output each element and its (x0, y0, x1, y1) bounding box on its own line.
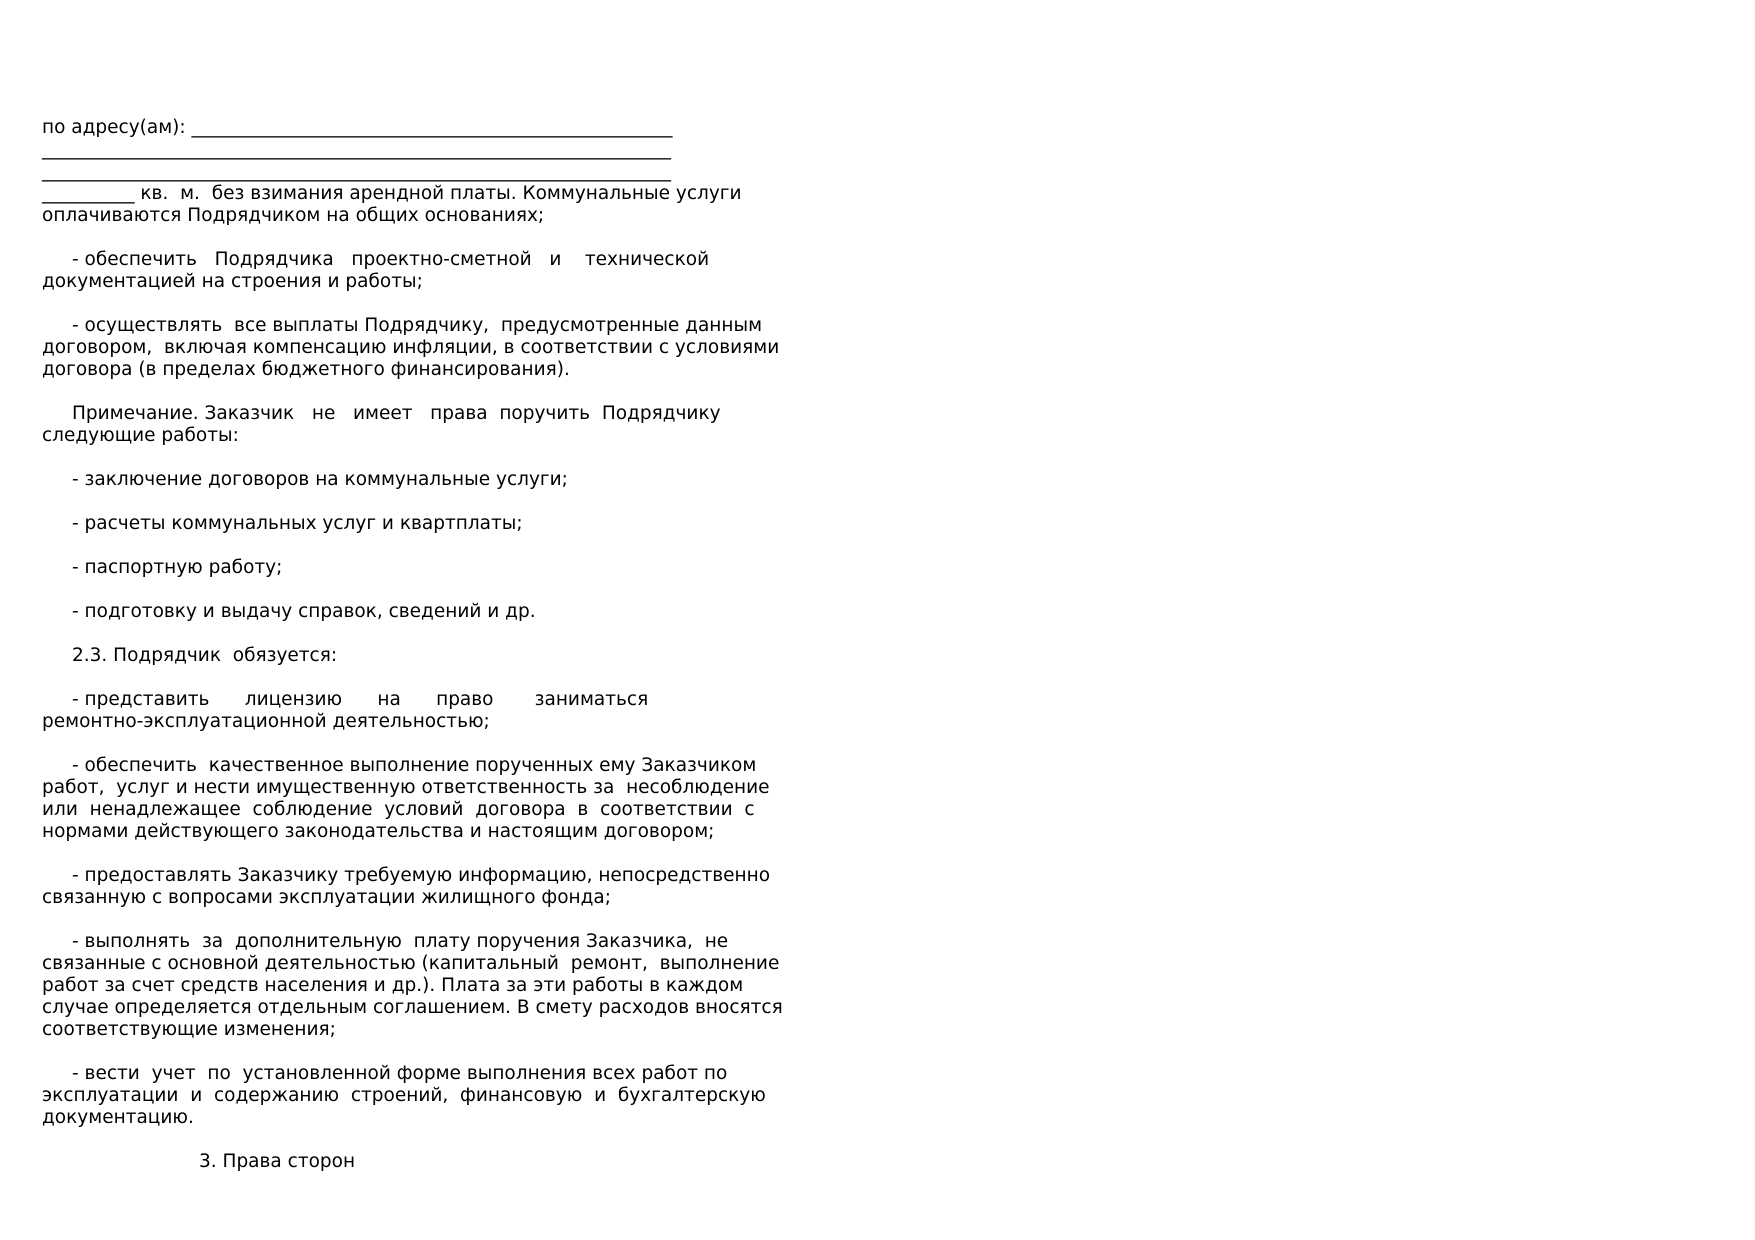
text-line: связанные с основной деятельностью (капитальный ремонт, выполнение (42, 953, 780, 974)
text-line: документацию. (42, 1107, 194, 1128)
section-heading: 3. Права сторон (199, 1151, 356, 1172)
blank-line (42, 1129, 822, 1151)
document-page (42, 117, 822, 1173)
text-line: ____________________________________________________________________ (42, 139, 671, 160)
blank-line (42, 843, 822, 865)
blank-line (42, 1041, 822, 1063)
text-line: ____________________________________________________________________ (42, 161, 671, 182)
text-line: - подготовку и выдачу справок, сведений и др. (72, 601, 536, 622)
blank-line (42, 667, 822, 689)
text-line: - паспортную работу; (72, 557, 283, 578)
text-line: работ за счет средств населения и др.). Плата за эти работы в каждом (42, 975, 744, 996)
blank-line (42, 293, 822, 315)
text-line: соответствующие изменения; (42, 1019, 336, 1040)
text-line: __________ кв. м. без взимания арендной платы. Коммунальные услуги (42, 183, 742, 204)
text-line: Примечание. Заказчик не имеет права поручить Подрядчику (72, 403, 721, 424)
blank-line (42, 579, 822, 601)
text-line: оплачиваются Подрядчиком на общих основаниях; (42, 205, 545, 226)
blank-line (42, 491, 822, 513)
text-line: - обеспечить качественное выполнение порученных ему Заказчиком (72, 755, 757, 776)
text-line: - расчеты коммунальных услуг и квартплаты; (72, 513, 523, 534)
text-line: - вести учет по установленной форме выполнения всех работ по (72, 1063, 728, 1084)
text-line: - предоставлять Заказчику требуемую информацию, непосредственно (72, 865, 771, 886)
text-line: связанную с вопросами эксплуатации жилищного фонда; (42, 887, 611, 908)
text-line: договора (в пределах бюджетного финансирования). (42, 359, 570, 380)
text-line: - выполнять за дополнительную плату поручения Заказчика, не (72, 931, 729, 952)
text-line: эксплуатации и содержанию строений, финансовую и бухгалтерскую (42, 1085, 766, 1106)
text-line: - заключение договоров на коммунальные услуги; (72, 469, 568, 490)
blank-line (42, 733, 822, 755)
blank-line (42, 381, 822, 403)
blank-line (42, 535, 822, 557)
text-line: по адресу(ам): ____________________________________________________ (42, 117, 673, 138)
blank-line (42, 623, 822, 645)
text-line: нормами действующего законодательства и настоящим договором; (42, 821, 715, 842)
blank-line (42, 909, 822, 931)
text-line: следующие работы: (42, 425, 239, 446)
text-line: - представить лицензию на право заниматься (72, 689, 649, 710)
blank-line (42, 227, 822, 249)
text-line: 2.3. Подрядчик обязуется: (72, 645, 338, 666)
text-line: или ненадлежащее соблюдение условий договора в соответствии с (42, 799, 755, 820)
text-line: - обеспечить Подрядчика проектно-сметной и технической (72, 249, 710, 270)
text-line: - осуществлять все выплаты Подрядчику, предусмотренные данным (72, 315, 763, 336)
text-line: документацией на строения и работы; (42, 271, 423, 292)
blank-line (42, 447, 822, 469)
text-line: договором, включая компенсацию инфляции, в соответствии с условиями (42, 337, 780, 358)
text-line: ремонтно-эксплуатационной деятельностью; (42, 711, 490, 732)
text-line: случае определяется отдельным соглашением. В смету расходов вносятся (42, 997, 783, 1018)
text-line: работ, услуг и нести имущественную ответственность за несоблюдение (42, 777, 770, 798)
